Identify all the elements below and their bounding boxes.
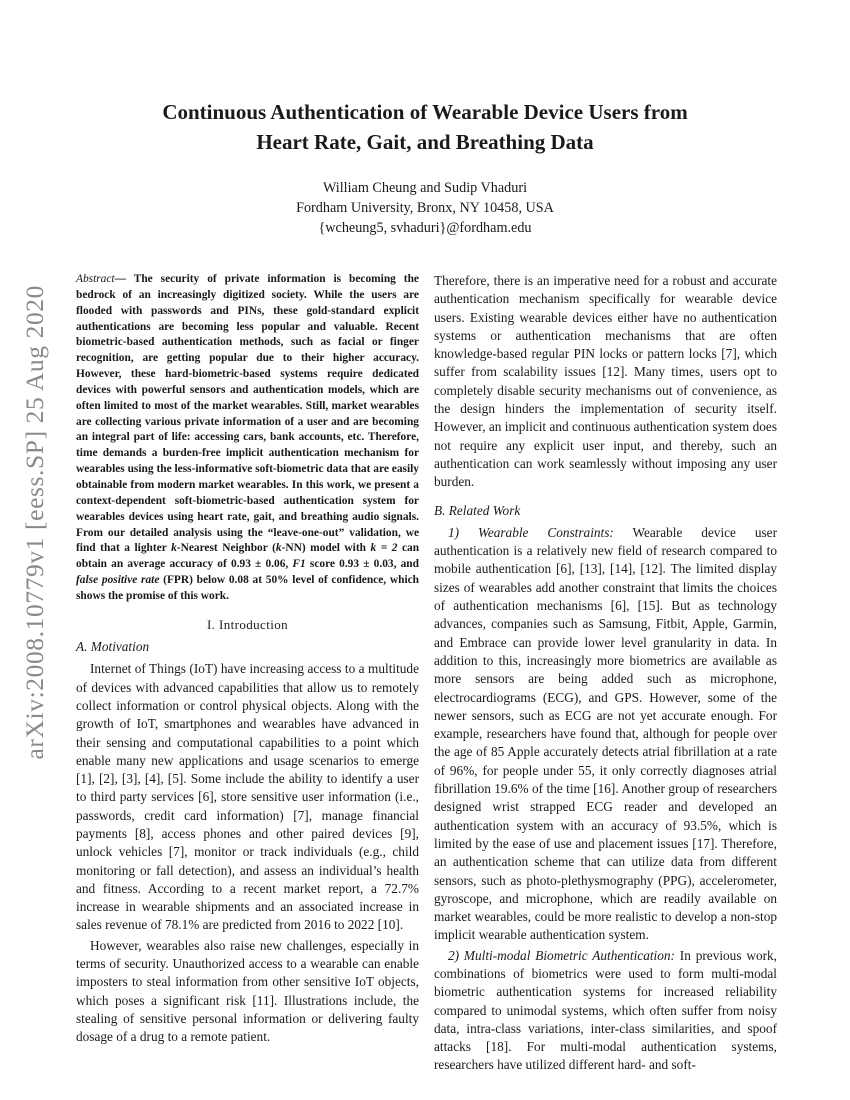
- author-email: {wcheung5, svhaduri}@fordham.edu: [318, 220, 532, 236]
- abstract-f1: F1: [292, 558, 306, 571]
- multimodal-heading: 2) Multi-modal Biometric Authentication:: [448, 947, 675, 963]
- right-column: [434, 272, 777, 1075]
- related-work-paragraph-1: [434, 524, 777, 945]
- author-affiliation: Fordham University, Bronx, NY 10458, USA: [296, 200, 554, 216]
- author-names: William Cheung and Sudip Vhaduri: [322, 180, 528, 196]
- abstract-text: -NN) model with: [281, 542, 371, 555]
- abstract-text: can obtain an average accuracy of: [76, 542, 420, 571]
- abstract-f1-value: 0.93 ± 0.03: [339, 558, 394, 571]
- left-column: [76, 272, 419, 1047]
- abstract-text: score: [305, 558, 340, 571]
- abstract-k-equation: k = 2: [370, 542, 398, 555]
- abstract-fpr-label: false positive rate: [76, 574, 160, 587]
- abstract-text: ,: [285, 558, 293, 571]
- abstract: [76, 272, 419, 605]
- abstract-accuracy: 0.93 ± 0.06: [230, 558, 286, 571]
- abstract-text: , and: [393, 558, 419, 571]
- motivation-paragraph-continued: Therefore, there is an imperative need for a robust and accurate authentication mechanism specifically for wearable device users. Existing wearable devices either have no authentication systems or authentication mechanisms that are often knowledge-based regular PIN locks or pattern locks [7], which suffer from scalability issues [12]. Many times, users opt to completely disable security mechanisms out of convenience, as the design hinders the implementation of security itself. However, an implicit and continuous authentication system does not require any explicit user input, and thereby, such an authentication can work seamlessly without imposing any user burden.: [434, 273, 777, 490]
- subsection-heading-motivation: A. Motivation: [76, 639, 150, 655]
- section-heading-introduction: I. Introduction: [206, 616, 289, 632]
- intro-paragraph-2: However, wearables also raise new challenges, especially in terms of security. Unauthorized access to a wearable can enable imposters to steal information from other sensitive IoT objects, which poses a significant risk [11]. Illustrations include, the stealing of sensitive personal information or delivering faulty dosage of a drug to a remote patient.: [76, 937, 419, 1045]
- author-block: [160, 178, 690, 238]
- abstract-label: Abstract: [76, 273, 115, 285]
- subsection-heading-related-work: B. Related Work: [434, 502, 521, 518]
- abstract-text: (FPR) below: [159, 574, 229, 587]
- wearable-constraints-text: Wearable device user authentication is a relatively new field of research compared to mobile authentication [6], [13], [14], [12]. The limited display sizes of wearables add another constraint that limits the choices of authentication mechanisms [6], [15]. But as technology advances, companies such as Samsung, Fitbit, Apple, Garmin, and Embrace can provide lower level granularity in data. In addition to this, increasingly more biometrics are available as more sensors are being added such as microphone, electrocardiograms (ECG), and GPS. However, some of the newer sensors, such as ECG are not yet accurate enough. For example, researchers have found that, although for people over the age of 85 Apple accurately detects atrial fibrillation at a rate of 96%, for people under 55, it only correctly diagnoses atrial fibrillation 19.6% of the time [16]. Another group of researchers designed wrist strapped ECG reader and developed an authentication system with an accuracy of 93.5%, which is limited by the ease of use and placement issues [17]. Therefore, an authentication scheme that can utilize data from different sensors, such as photo-plethysmography (PPG), accelerometer, gyroscope, and microphone, which are readily available on market wearables, could be more realistic to develop a non-stop implicit wearable authentication system.: [434, 524, 777, 943]
- related-work-paragraph-2: [434, 947, 777, 1075]
- arxiv-identifier: arXiv:2008.10779v1 [eess.SP] 25 Aug 2020: [20, 285, 49, 760]
- abstract-text: — The security of private information is becoming the bedrock of an increasingly digitized society. While the users are flooded with passwords and PINs, these gold-standard explicit authentications are becoming less popular and valuable. Recent biometric-based authentication methods, such as facial or finger recognition, are getting popular due to their higher accuracy. However, these hard-biometric-based systems require dedicated devices with powerful sensors and authentication models, which are often limited to most of the market wearables. Still, market wearables are collecting various private information of a user and are becoming an integral part of life: accessing cars, bank accounts, etc. Therefore, time demands a burden-free implicit authentication mechanism for wearables using the less-informative soft-biometric data that are easily obtainable from modern market wearables. In this work, we present a context-dependent soft-biometric-based authentication system for wearables devices using heart rate, gait, and breathing audio signals. From our detailed analysis using the “leave-one-out” validation, we find that a lighter: [76, 273, 419, 555]
- multimodal-text: In previous work, combinations of biometrics were used to form multi-modal biometric authentication systems for increased reliability compared to unimodal systems, which often suffer from noisy data, intra-class variations, inter-class similarities, and spoof attacks [18]. For multi-modal authentication systems, researchers have utilized different hard- and soft-: [434, 947, 777, 1073]
- abstract-k: k: [171, 542, 177, 555]
- abstract-fpr-value: 0.08: [228, 574, 249, 587]
- abstract-text: at 50% level of confidence, which shows the promise of this work.: [76, 574, 419, 602]
- intro-paragraph-1: Internet of Things (IoT) have increasing access to a multitude of devices with advanced capabilities that allow us to remotely collect information or control physical objects. Along with the growth of IoT, smartphones and wearables have advanced in their sensing and computational capabilities to a point which enable many new applications and usage scenarios to emerge [1], [2], [3], [4], [5]. Some include the ability to identify a user to third party services [6], store sensitive user information (i.e., passwords, credit card information) [7], manage financial payments [8], access phones and other paired devices [9], unlock vehicles [7], monitor or track individuals (e.g., child monitoring or fall detection), and assess an individual’s health and fitness. According to a recent market report, a 72.7% increase in wearable shipments and an associated increase in sales revenue of 78.1% are predicted from 2016 to 2022 [10].: [76, 661, 419, 933]
- paper-title: [100, 97, 750, 157]
- abstract-k: k: [275, 542, 282, 555]
- title-line-2: Heart Rate, Gait, and Breathing Data: [256, 130, 594, 154]
- title-line-1: Continuous Authentication of Wearable Device Users from: [162, 100, 688, 124]
- wearable-constraints-heading: 1) Wearable Constraints:: [448, 524, 614, 540]
- abstract-text: -Nearest Neighbor (: [176, 542, 276, 555]
